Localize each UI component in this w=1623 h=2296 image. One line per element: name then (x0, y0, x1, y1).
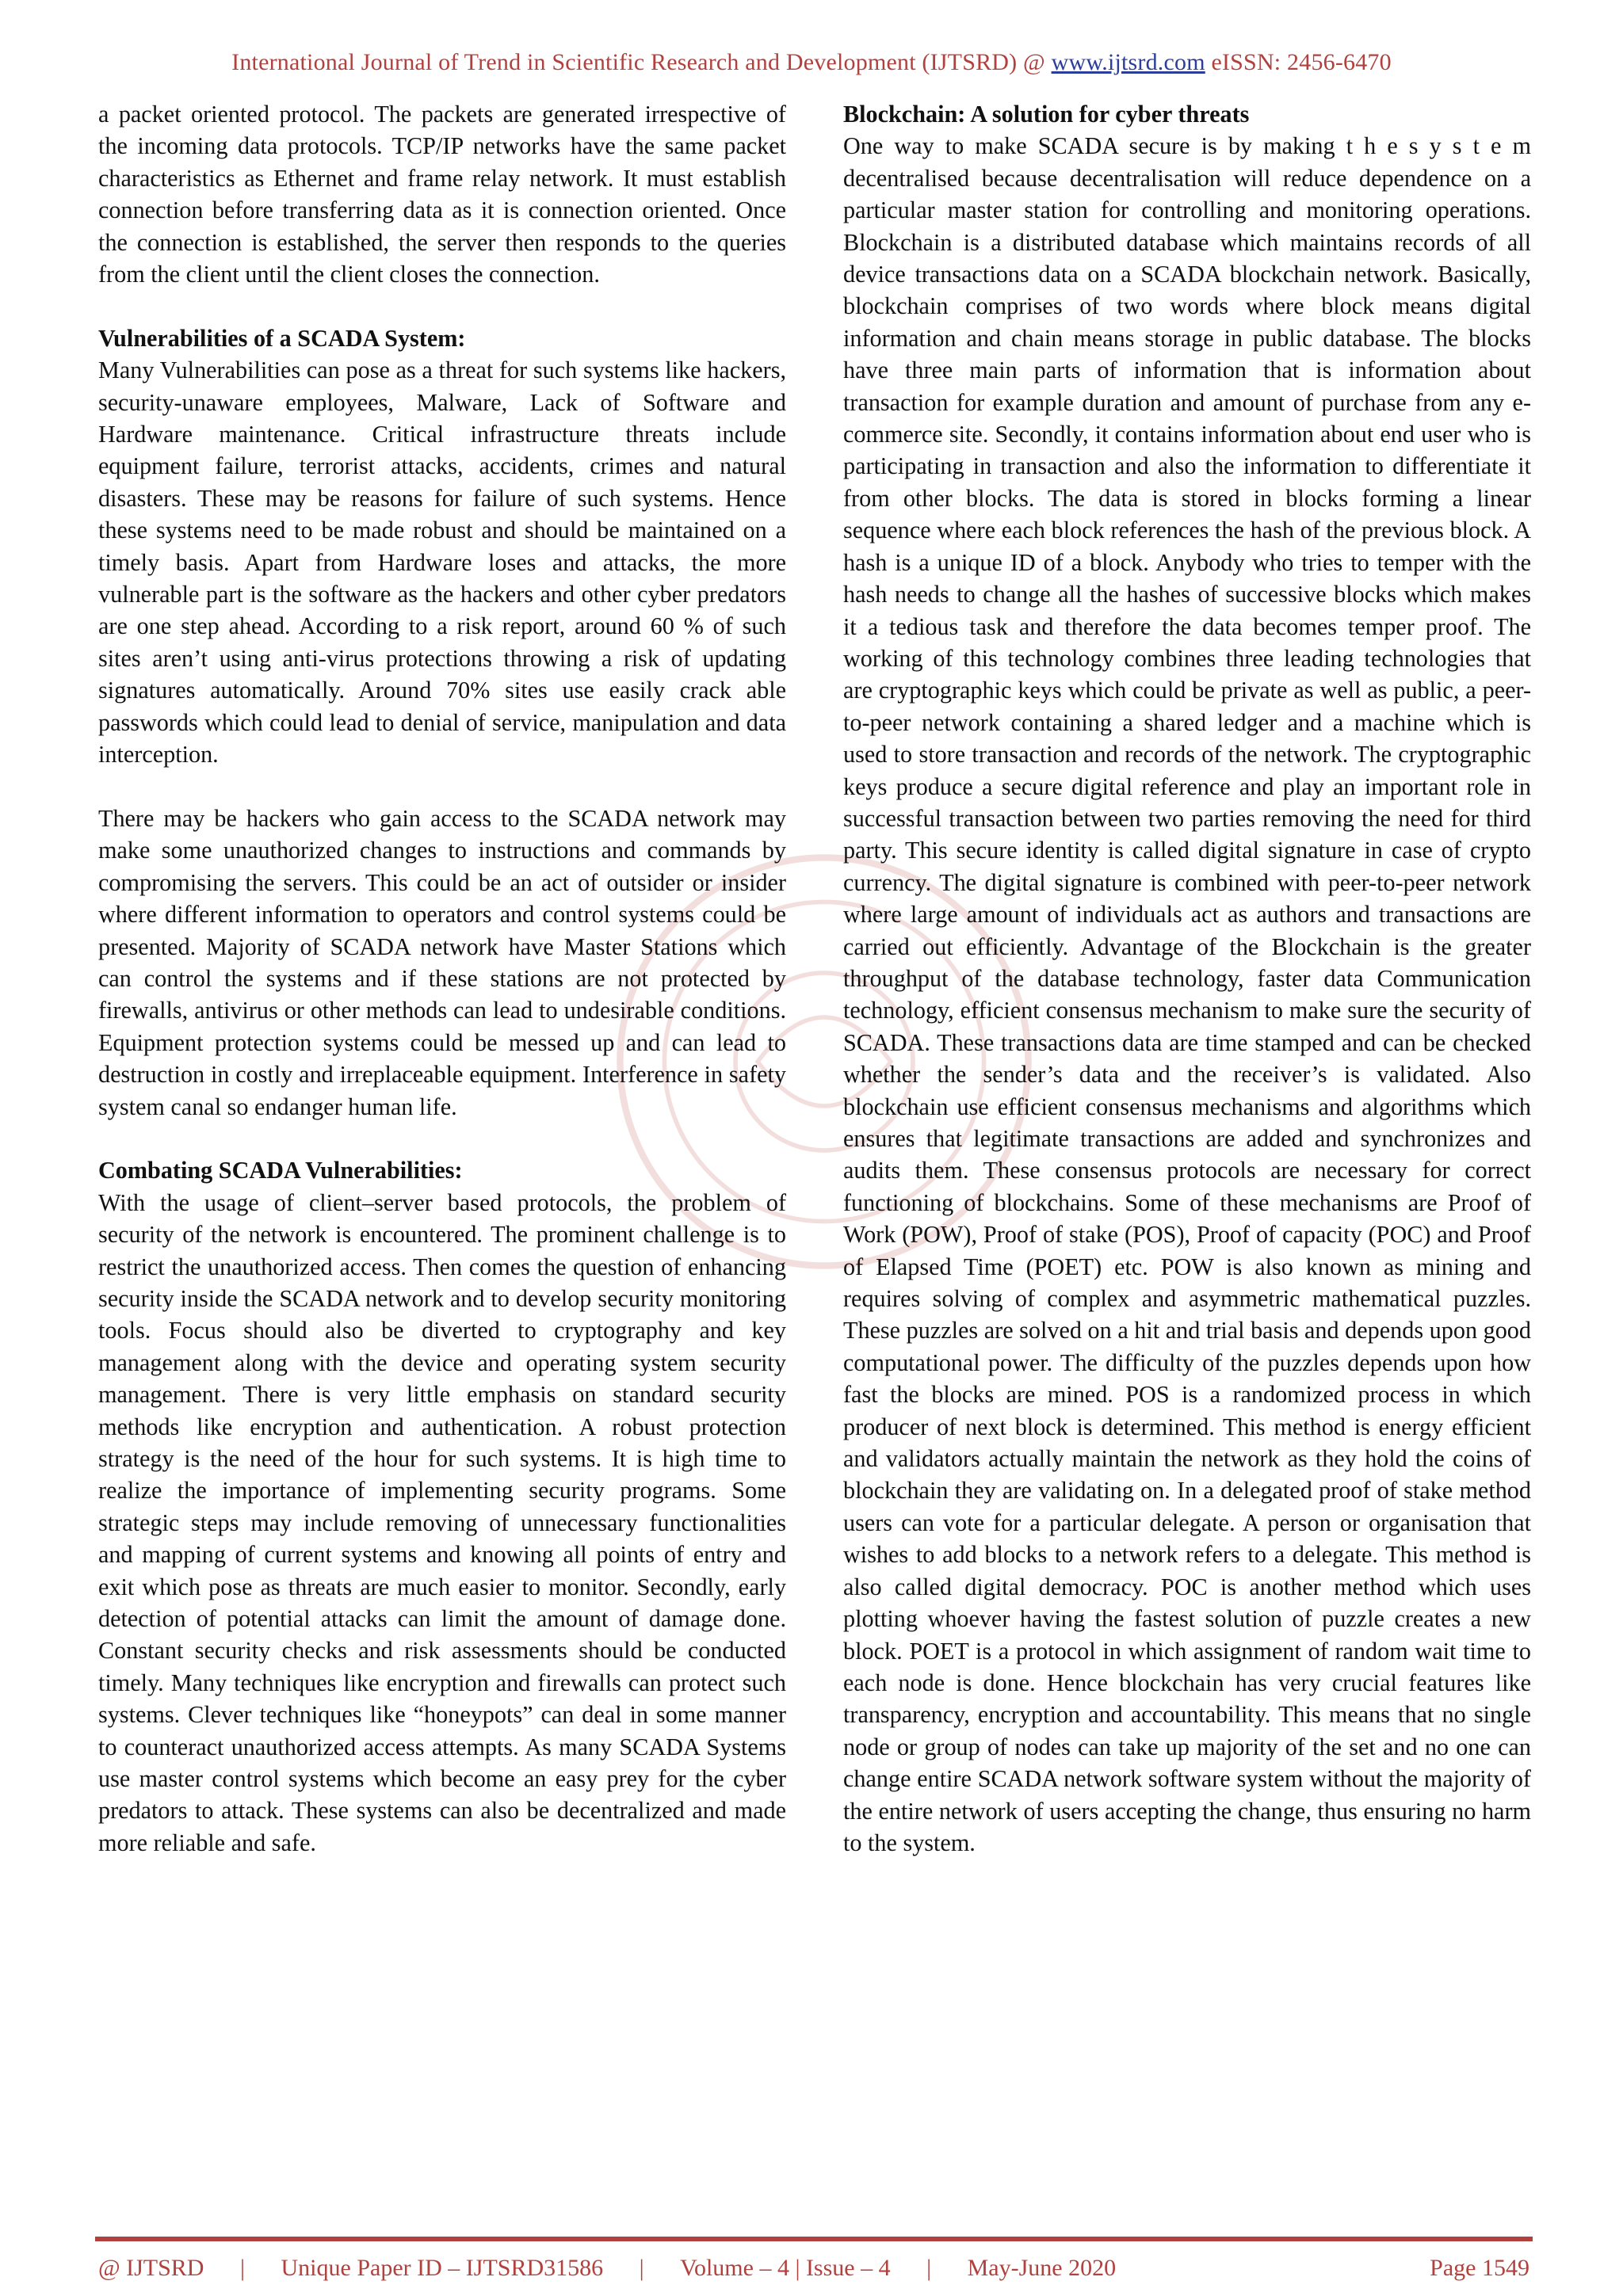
issn: eISSN: 2456-6470 (1211, 49, 1392, 75)
right-column (843, 98, 1531, 1859)
journal-title: International Journal of Trend in Scientific Research and Development (IJTSRD) @ (231, 49, 1045, 75)
left-column (98, 98, 786, 1859)
footer-separator: | (639, 2255, 644, 2281)
paragraph: a packet oriented protocol. The packets are generated irrespective of the incoming data protocols. TCP/IP networks have the same packet characteristics as Ethernet and frame relay network. It must establish connection before transferring data as it is connection oriented. Once the connection is established, the server then responds to the queries from the client until the client closes the connection. (98, 101, 786, 288)
section-heading-combating: Combating SCADA Vulnerabilities: (98, 1157, 463, 1184)
footer-separator: | (239, 2255, 245, 2281)
section-heading-vulnerabilities: Vulnerabilities of a SCADA System: (98, 324, 466, 352)
paragraph: Many Vulnerabilities can pose as a threat for such systems like hackers, security-unaware employees, Malware, Lack of Software and Hardware maintenance. Critical infrastructure threats include equipment failure, terrorist attacks, accidents, crimes and natural disasters. These may be reasons for failure of such systems. Hence these systems need to be made robust and should be maintained on a timely basis. Apart from Hardware loses and attacks, the more vulnerable part is the software as the hackers and other cyber predators are one step ahead. According to a risk report, around 60 % of such sites aren’t using anti-virus protections throwing a risk of updating signatures automatically. Around 70% sites use easily crack able passwords which could lead to denial of service, manipulation and data interception. (98, 357, 786, 769)
section-heading-blockchain: Blockchain: A solution for cyber threats (843, 101, 1250, 128)
paragraph: One way to make SCADA secure is by making t h e s y s t e m decentralised because decentralisation will reduce dependence on a particular master station for controlling and monitoring operations. Blockchain is a distributed database which maintains records of all device transactions data on a SCADA blockchain network. Basically, blockchain comprises of two words where block means digital information and chain means storage in public database. The blocks have three main parts of information that is information about transaction for example duration and amount of purchase from any e-commerce site. Secondly, it contains information about end user who is participating in transaction and also the information to differentiate it from other blocks. The data is stored in blocks forming a linear sequence where each block references the hash of the previous block. A hash is a unique ID of a block. Anybody who tries to temper with the hash needs to change all the hashes of successive blocks which makes it a tedious task and therefore the data becomes temper proof. The working of this technology combines three leading technologies that are cryptographic keys which could be private as well as public, a peer-to-peer network containing a shared ledger and a machine which is used to store transaction and records of the network. The cryptographic keys produce a secure digital reference and play an important role in successful transaction between two parties removing the need for third party. This secure identity is called digital signature in case of crypto currency. The digital signature is combined with peer-to-peer network where large amount of individuals act as authors and transactions are carried out efficiently. Advantage of the Blockchain is the greater throughput of the database technology, faster data Communication technology, efficient consensus mechanism to make sure the security of SCADA. These transactions data are time stamped and can be checked whether the sender’s data and the receiver’s is validated. Also blockchain use efficient consensus mechanisms and algorithms which ensures that legitimate transactions are added and synchronizes and audits them. These consensus protocols are necessary for correct functioning of blockchains. Some of these mechanisms are Proof of Work (POW), Proof of stake (POS), Proof of capacity (POC) and Proof of Elapsed Time (POET) etc. POW is also known as mining and requires solving of complex and asymmetric mathematical puzzles. These puzzles are solved on a hit and trial basis and depends upon good computational power. The difficulty of the puzzles depends upon how fast the blocks are mined. POS is a randomized process in which producer of next block is determined. This method is energy efficient and validators actually maintain the network as they hold the coins of blockchain they are validating on. In a delegated proof of stake method users can vote for a particular delegate. A person or organisation that wishes to add blocks to a network refers to a delegate. This method is also called digital democracy. POC is another method which uses plotting whoever having the fastest solution of puzzle creates a new block. POET is a protocol in which assignment of random wait time to each node is done. Hence blockchain has very crucial features like transparency, encryption and accountability. This means that no single node or group of nodes can take up majority of the set and no one can change entire SCADA network software system without the majority of the entire network of users accepting the change, thus ensuring no harm to the system. (843, 132, 1531, 1856)
footer-paper-id: Unique Paper ID – IJTSRD31586 (281, 2255, 604, 2281)
footer-separator: | (926, 2255, 932, 2281)
paragraph: With the usage of client–server based protocols, the problem of security of the network is encountered. The prominent challenge is to restrict the unauthorized access. Then comes the question of enhancing security inside the SCADA network and to develop security monitoring tools. Focus should also be diverted to cryptography and key management along with the device and operating system security management. There is very little emphasis on standard security methods like encryption and authentication. A robust protection strategy is the need of the hour for such systems. It is high time to realize the importance of implementing security programs. Some strategic steps may include removing of unnecessary functionalities and mapping of current systems and knowing all points of entry and exit which pose as threats are much easier to monitor. Secondly, early detection of potential attacks can limit the amount of damage done. Constant security checks and risk assessments should be conducted timely. Many techniques like encryption and firewalls can protect such systems. Clever techniques like “honeypots” can deal in some manner to counteract unauthorized access attempts. As many SCADA Systems use master control systems which become an easy prey for the cyber predators to attack. These systems can also be decentralized and made more reliable and safe. (98, 1188, 786, 1856)
footer-divider (95, 2237, 1533, 2241)
footer-date: May-June 2020 (967, 2255, 1117, 2281)
paragraph: There may be hackers who gain access to the SCADA network may make some unauthorized changes to instructions and commands by compromising the servers. This could be an act of outsider or insider where different information to operators and control systems could be presented. Majority of SCADA network have Master Stations which can control the systems and if these stations are not protected by firewalls, antivirus or other methods can lead to undesirable conditions. Equipment protection systems could be messed up and can lead to destruction in costly and irreplaceable equipment. Interference in safety system canal so endanger human life. (98, 804, 786, 1120)
journal-url-link[interactable]: www.ijtsrd.com (1051, 49, 1205, 75)
page-footer (98, 2255, 1529, 2282)
running-header (0, 49, 1623, 76)
page-number: Page 1549 (1430, 2255, 1529, 2281)
footer-brand: @ IJTSRD (98, 2255, 204, 2281)
footer-volume-issue: Volume – 4 | Issue – 4 (680, 2255, 891, 2281)
